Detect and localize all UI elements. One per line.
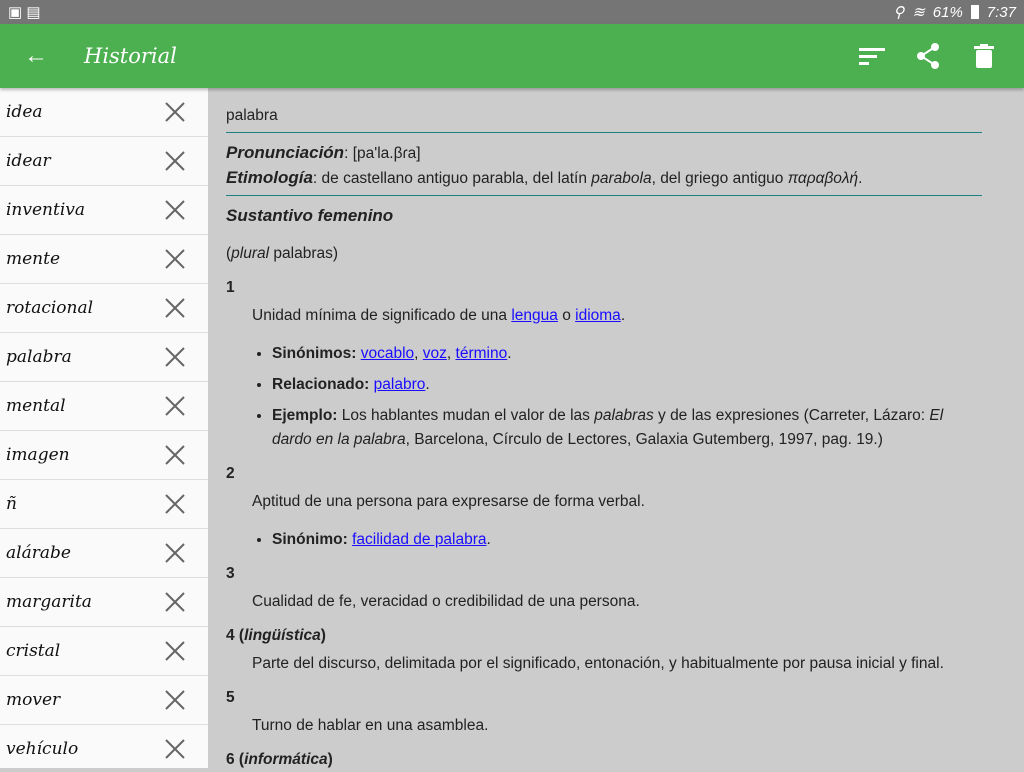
location-icon: ⚲ — [893, 4, 905, 21]
status-bar — [0, 0, 1024, 24]
sense-number — [226, 276, 982, 300]
text-segment: El dardo en la palabra — [272, 407, 944, 448]
field-label: Relacionado: — [272, 376, 370, 393]
text-segment: , Barcelona, Círculo de Lectores, Galaxia Gutemberg, 1997, pag. 19.) — [405, 431, 883, 448]
word-link[interactable]: vocablo — [360, 345, 415, 362]
text-segment: Aptitud de una persona para expresarse de forma verbal. — [252, 493, 645, 510]
text-segment: Parte del discurso, delimitada por el significado, entonación, y habitualmente por pausa inicial y final. — [252, 655, 944, 672]
text-segment: παραβολή — [787, 170, 859, 187]
history-item[interactable] — [0, 676, 208, 725]
text-segment: Turno de hablar en una asamblea. — [252, 717, 489, 734]
history-item[interactable] — [0, 382, 208, 431]
history-item-label: mover — [6, 690, 61, 710]
sense-number — [226, 748, 982, 772]
word-link[interactable]: término — [455, 345, 508, 362]
note-item — [272, 342, 982, 366]
text-segment: , — [414, 345, 423, 362]
history-item[interactable] — [0, 137, 208, 186]
text-segment: . — [620, 307, 626, 324]
pronunciation-label: Pronunciación — [226, 143, 345, 162]
history-item[interactable] — [0, 627, 208, 676]
history-item-label: cristal — [6, 641, 61, 661]
wifi-icon: ≋ — [912, 4, 925, 21]
close-icon[interactable] — [164, 591, 186, 613]
etymology-label: Etimología — [226, 168, 313, 187]
sense-notes — [272, 342, 982, 452]
senses-list — [226, 276, 982, 772]
field-label: Sinónimos: — [272, 345, 357, 362]
text-segment: Los hablantes mudan el valor de las — [337, 407, 595, 424]
close-icon[interactable] — [164, 346, 186, 368]
text-segment: y de las expresiones (Carreter, Lázaro: — [653, 407, 930, 424]
sense-definition — [226, 490, 982, 514]
text-segment: plural — [231, 245, 270, 262]
history-item-label: margarita — [6, 592, 92, 612]
close-icon[interactable] — [164, 248, 186, 270]
text-segment: palabras) — [269, 245, 339, 262]
notification-icons: ▣ ▤ — [8, 4, 41, 21]
text-segment: ) — [320, 627, 326, 644]
text-segment: . — [425, 376, 430, 393]
text-segment: palabras — [594, 407, 654, 424]
word-link[interactable]: idioma — [575, 307, 621, 324]
text-segment: o — [557, 307, 576, 324]
history-item-label: palabra — [6, 347, 72, 367]
text-segment: 5 — [226, 689, 235, 706]
app-bar — [0, 24, 1024, 88]
sense-number — [226, 462, 982, 486]
word-link[interactable]: palabro — [373, 376, 426, 393]
text-segment: Unidad mínima de significado de una — [252, 307, 512, 324]
history-item[interactable] — [0, 284, 208, 333]
text-segment: informática — [244, 751, 328, 768]
history-item[interactable] — [0, 431, 208, 480]
text-segment: 1 — [226, 279, 235, 296]
text-segment: parabola — [591, 170, 652, 187]
history-item-label: imagen — [6, 445, 70, 465]
page-title: Historial — [84, 44, 177, 68]
sort-icon[interactable] — [856, 40, 888, 72]
note-item — [272, 373, 982, 397]
history-item[interactable] — [0, 725, 208, 768]
close-icon[interactable] — [164, 738, 186, 760]
battery-percent: 61% — [932, 3, 963, 21]
word-link[interactable]: lengua — [511, 307, 558, 324]
sense-definition — [226, 590, 982, 614]
close-icon[interactable] — [164, 395, 186, 417]
close-icon[interactable] — [164, 640, 186, 662]
history-item-label: mente — [6, 249, 61, 269]
close-icon[interactable] — [164, 297, 186, 319]
text-segment: 4 ( — [226, 627, 245, 644]
etymology-text — [313, 170, 863, 187]
history-item[interactable] — [0, 235, 208, 284]
text-segment: ) — [327, 751, 333, 768]
field-label: Ejemplo: — [272, 407, 338, 424]
sense — [226, 562, 982, 614]
history-item[interactable] — [0, 88, 208, 137]
history-item-label: alárabe — [6, 543, 71, 563]
text-segment: , del griego antiguo — [651, 170, 788, 187]
sense-number — [226, 562, 982, 586]
sense — [226, 462, 982, 552]
text-segment: 3 — [226, 565, 235, 582]
text-segment: . — [486, 531, 491, 548]
close-icon[interactable] — [164, 542, 186, 564]
share-icon[interactable] — [912, 40, 944, 72]
text-segment: 2 — [226, 465, 235, 482]
history-item[interactable] — [0, 578, 208, 627]
history-item-label: idear — [6, 151, 51, 171]
text-segment: Cualidad de fe, veracidad o credibilidad de una persona. — [252, 593, 640, 610]
sense-number — [226, 686, 982, 710]
history-item[interactable] — [0, 529, 208, 578]
text-segment: , — [446, 345, 456, 362]
word-link[interactable]: facilidad de palabra — [352, 531, 487, 548]
note-item — [272, 528, 982, 552]
sense — [226, 748, 982, 772]
history-item-label: vehículo — [6, 739, 79, 759]
close-icon[interactable] — [164, 199, 186, 221]
word-link[interactable]: voz — [422, 345, 447, 362]
text-segment: . — [507, 345, 512, 362]
field-label: Sinónimo: — [272, 531, 348, 548]
text-segment: ( — [226, 245, 232, 262]
text-segment: lingüística — [244, 627, 321, 644]
sense-definition — [226, 714, 982, 738]
sense-definition — [226, 304, 982, 328]
history-item-label: inventiva — [6, 200, 86, 220]
sense — [226, 686, 982, 738]
history-item-label: ñ — [6, 494, 17, 514]
history-list[interactable] — [0, 88, 208, 768]
sense-number — [226, 624, 982, 648]
text-segment: 6 ( — [226, 751, 245, 768]
history-item[interactable] — [0, 186, 208, 235]
part-of-speech: Sustantivo femenino — [226, 206, 394, 225]
note-item — [272, 404, 982, 452]
sense — [226, 624, 982, 676]
close-icon[interactable] — [164, 689, 186, 711]
history-item-label: idea — [6, 102, 43, 122]
history-item[interactable] — [0, 333, 208, 382]
close-icon[interactable] — [164, 101, 186, 123]
back-arrow-icon[interactable]: ← — [24, 42, 48, 69]
close-icon[interactable] — [164, 444, 186, 466]
delete-icon[interactable] — [968, 40, 1000, 72]
pronunciation-value: : [pa'la.βɾa] — [344, 145, 421, 162]
text-segment: . — [858, 170, 863, 187]
close-icon[interactable] — [164, 493, 186, 515]
sense — [226, 276, 982, 452]
entry-word: palabra — [226, 88, 982, 133]
battery-icon — [971, 5, 979, 19]
text-segment: : de castellano antiguo parabla, del latín — [312, 170, 592, 187]
history-item[interactable] — [0, 480, 208, 529]
definition-panel — [208, 88, 1024, 768]
sense-definition — [226, 652, 982, 676]
clock: 7:37 — [986, 3, 1016, 21]
close-icon[interactable] — [164, 150, 186, 172]
history-item-label: rotacional — [6, 298, 94, 318]
sense-notes — [272, 528, 982, 552]
history-item-label: mental — [6, 396, 66, 416]
plural-form — [226, 242, 982, 266]
